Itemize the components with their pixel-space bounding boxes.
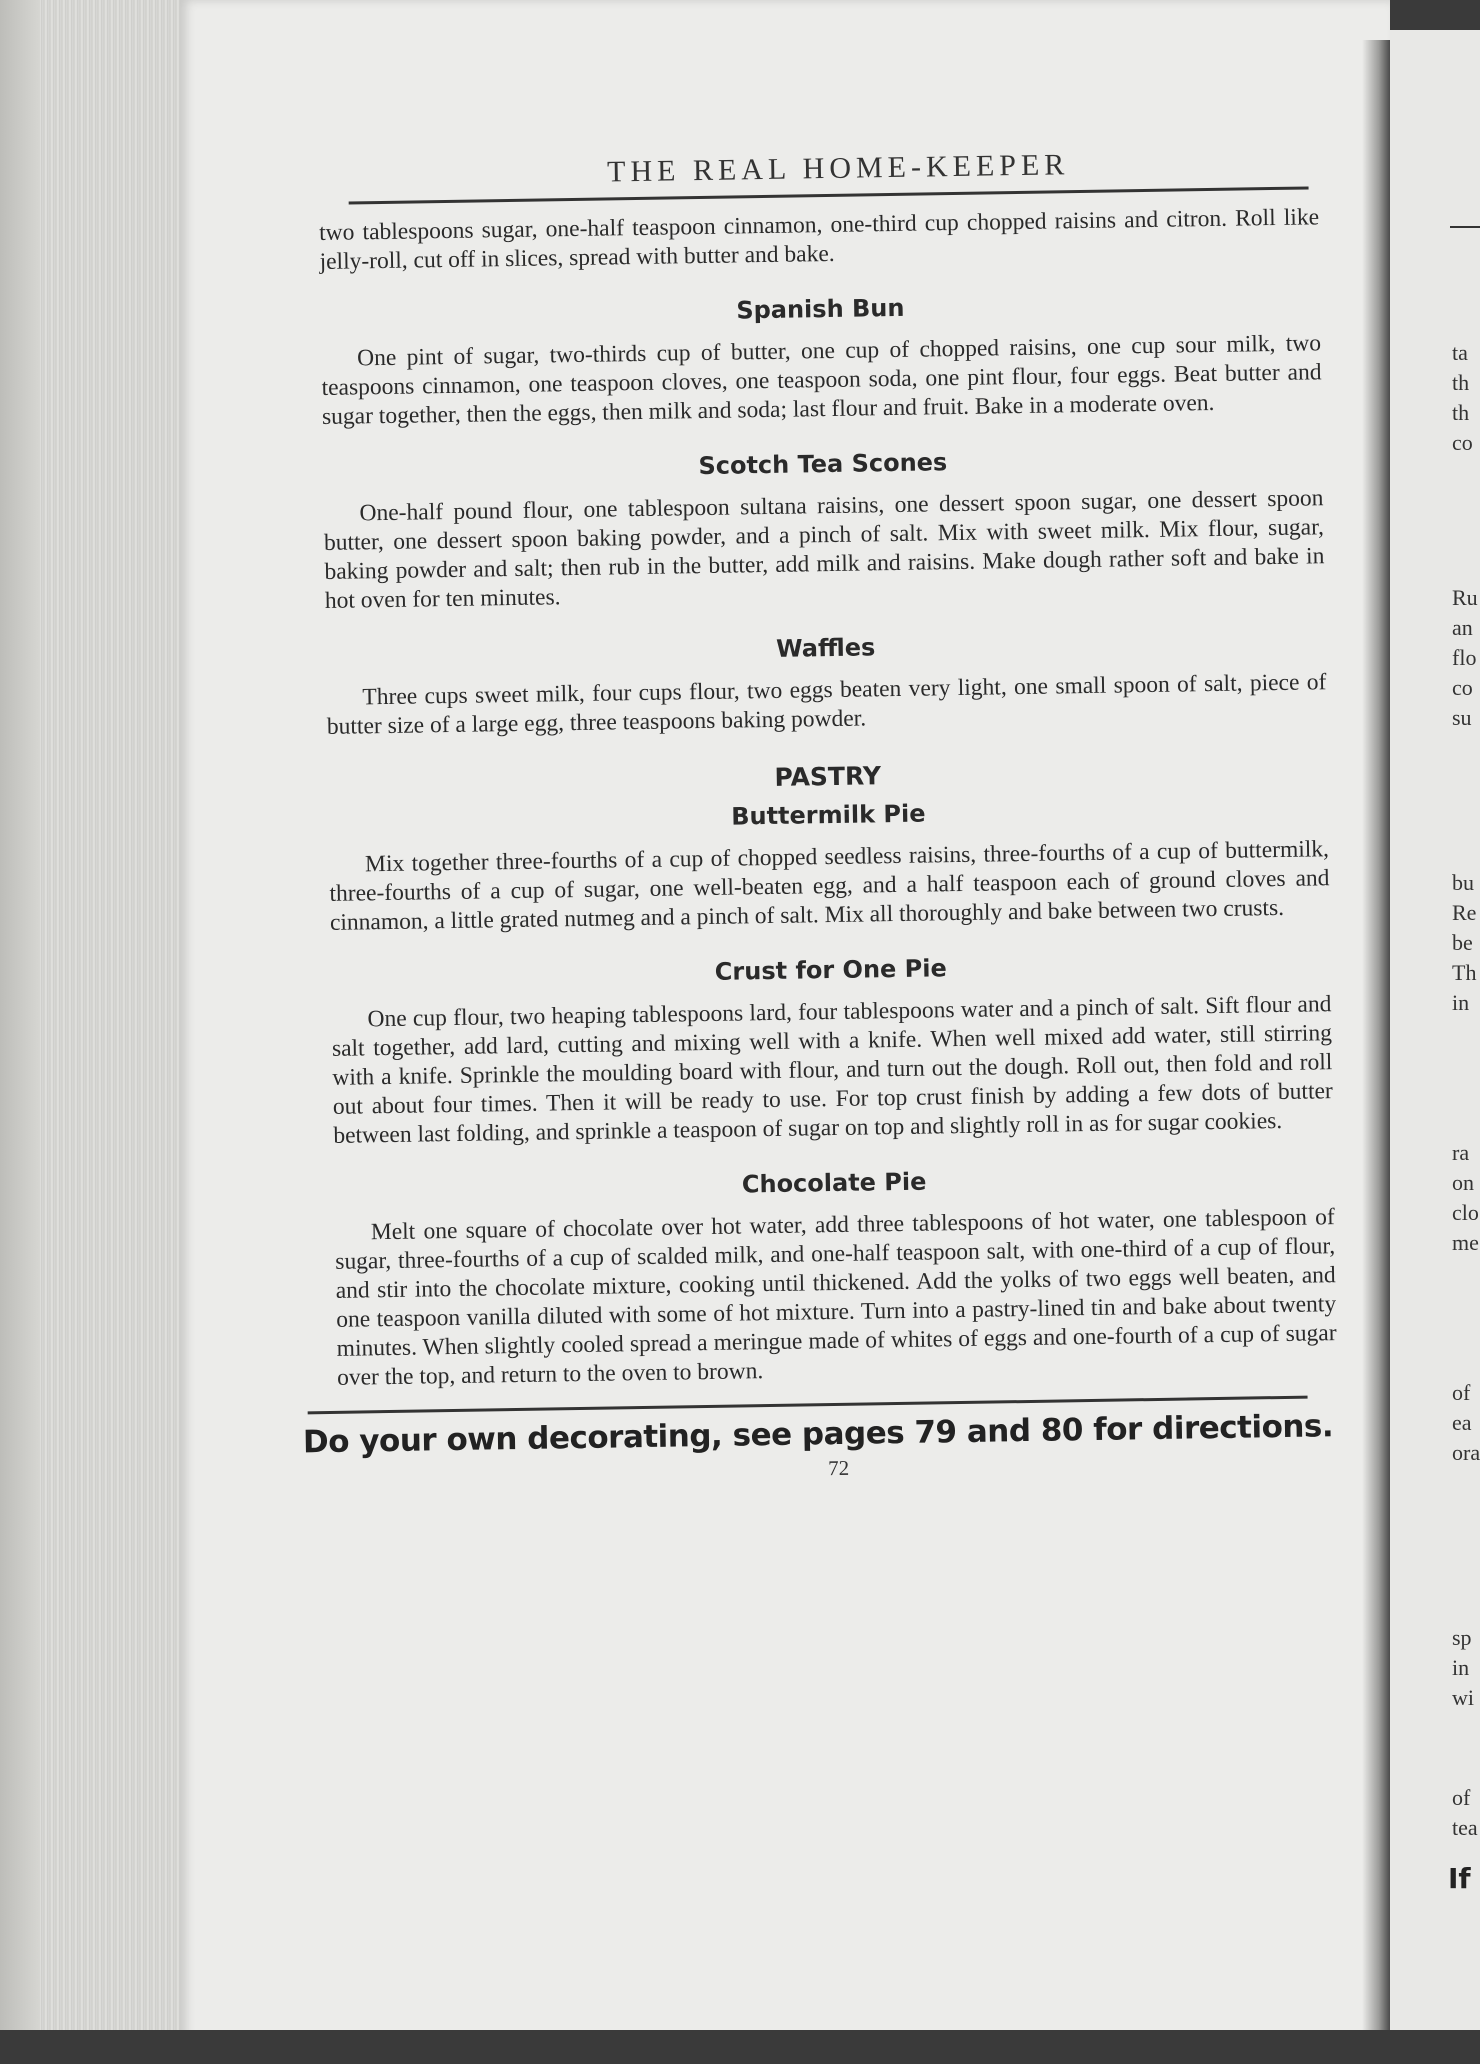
facing-page-fragment: ta [1452,340,1468,365]
page-number: 72 [827,1455,850,1481]
facing-page-fragment: Th [1452,960,1477,985]
intro-paragraph: two tablespoons sugar, one-half teaspoon cinnamon, one-third cup chopped raisins and citron. Roll like jelly-roll, cut off in slices, spread with butter and bake. [318,204,1320,275]
section-title: PASTRY [774,761,882,792]
facing-page-fragment: wi [1452,1685,1474,1710]
facing-page-fragment: tea [1452,1815,1478,1840]
facing-page-fragment: of [1452,1380,1471,1405]
facing-page-fragment: If [1448,1862,1471,1895]
recipe-title: Scotch Tea Scones [698,448,948,481]
recipe-text: Mix together three-fourths of a cup of chopped seedless raisins, three-fourths of a cup of buttermilk, three-fourths of a cup of sugar, one well-beaten egg, and a half teaspoon each of ground cloves and cinnamon, a little grated nutmeg and a pinch of salt. Mix all thoroughly and bake between two crusts. [329,836,1330,936]
facing-page-fragment: flo [1452,645,1477,670]
facing-page-fragment: ora [1452,1440,1480,1465]
book-spine-shadow [0,0,40,2064]
facing-page-fragment: ea [1452,1410,1472,1435]
recipe-title: Spanish Bun [736,293,905,325]
facing-page-fragment: Ru [1452,585,1478,610]
facing-page-fragment: in [1452,1655,1470,1680]
facing-page-fragment: ra [1452,1140,1470,1165]
facing-page-fragment: of [1452,1785,1471,1810]
facing-page-rule [1450,226,1480,228]
facing-page-fragment: th [1452,400,1470,425]
footer-tagline: Do your own decorating, see pages 79 and 80 for directions. [302,1408,1334,1461]
facing-page-fragment: clo [1452,1200,1479,1225]
recipe-title: Crust for One Pie [714,954,947,986]
recipe-text: One cup flour, two heaping tablespoons lard, four tablespoons water and a pinch of salt. Sift flour and salt together, add lard, cutting and mixing well with a knife. When well mixed add water, still stirring with a knife. Sprinkle the moulding board with flour, and turn out the dough. Roll out, then fold and roll out about four times. Then it will be ready to use. For top crust finish by adding a few dots of butter between last folding, and sprinkle a teaspoon of sugar on top and slightly roll in as for sugar cookies. [331,991,1333,1149]
facing-page-fragment: bu [1452,870,1474,895]
page-gutter [1362,40,1390,2064]
facing-page-fragment: be [1452,930,1473,955]
facing-page-fragment: in [1452,990,1470,1015]
page-content [302,144,1339,1489]
scan-border [0,2030,1480,2064]
recipe-text: Three cups sweet milk, four cups flour, two eggs beaten very light, one small spoon of salt, piece of butter size of a large egg, three teaspoons baking powder. [326,669,1327,740]
facing-page-fragment: Re [1452,900,1477,925]
facing-page-fragment: su [1452,705,1472,730]
facing-page-fragment: me [1452,1230,1479,1255]
facing-page [1390,30,1480,2064]
facing-page-fragment: th [1452,370,1470,395]
facing-page-fragment: sp [1452,1625,1472,1650]
facing-page-fragment: on [1452,1170,1474,1195]
recipe-text: One pint of sugar, two-thirds cup of butter, one cup of chopped raisins, one cup sour milk, two teaspoons cinnamon, one teaspoon cloves, one teaspoon soda, one pint flour, four eggs. Beat butter and sugar together, then the eggs, then milk and soda; last flour and fruit. Bake in a moderate oven. [321,330,1322,430]
recipe-text: Melt one square of chocolate over hot water, add three tablespoons of hot water, one tablespoon of sugar, three-fourths of a cup of scalded milk, and one-half teaspoon salt, with one-third of a cup of flour, and stir into the chocolate mixture, cooking until thickened. Add the yolks of two eggs well beaten, and one teaspoon vanilla diluted with some of hot mixture. Turn into a pastry-lined tin and bake about twenty minutes. When slightly cooled spread a meringue made of whites of eggs and one-fourth of a cup of sugar over the top, and return to the oven to brown. [335,1204,1337,1391]
facing-page-fragment: co [1452,430,1473,455]
recipe-title: Waffles [775,633,876,663]
facing-page-fragment: an [1452,615,1473,640]
facing-page-fragment: co [1452,675,1473,700]
recipe-title: Chocolate Pie [741,1167,927,1199]
recipe-title: Buttermilk Pie [730,799,926,831]
recipe-text: One-half pound flour, one tablespoon sultana raisins, one dessert spoon sugar, one dessert spoon butter, one dessert spoon baking powder, and a pinch of salt. Mix with sweet milk. Mix flour, sugar, baking powder and salt; then rub in the butter, add milk and raisins. Make dough rather soft and bake in hot oven for ten minutes. [323,485,1325,614]
running-head: THE REAL HOME-KEEPER [606,148,1070,189]
